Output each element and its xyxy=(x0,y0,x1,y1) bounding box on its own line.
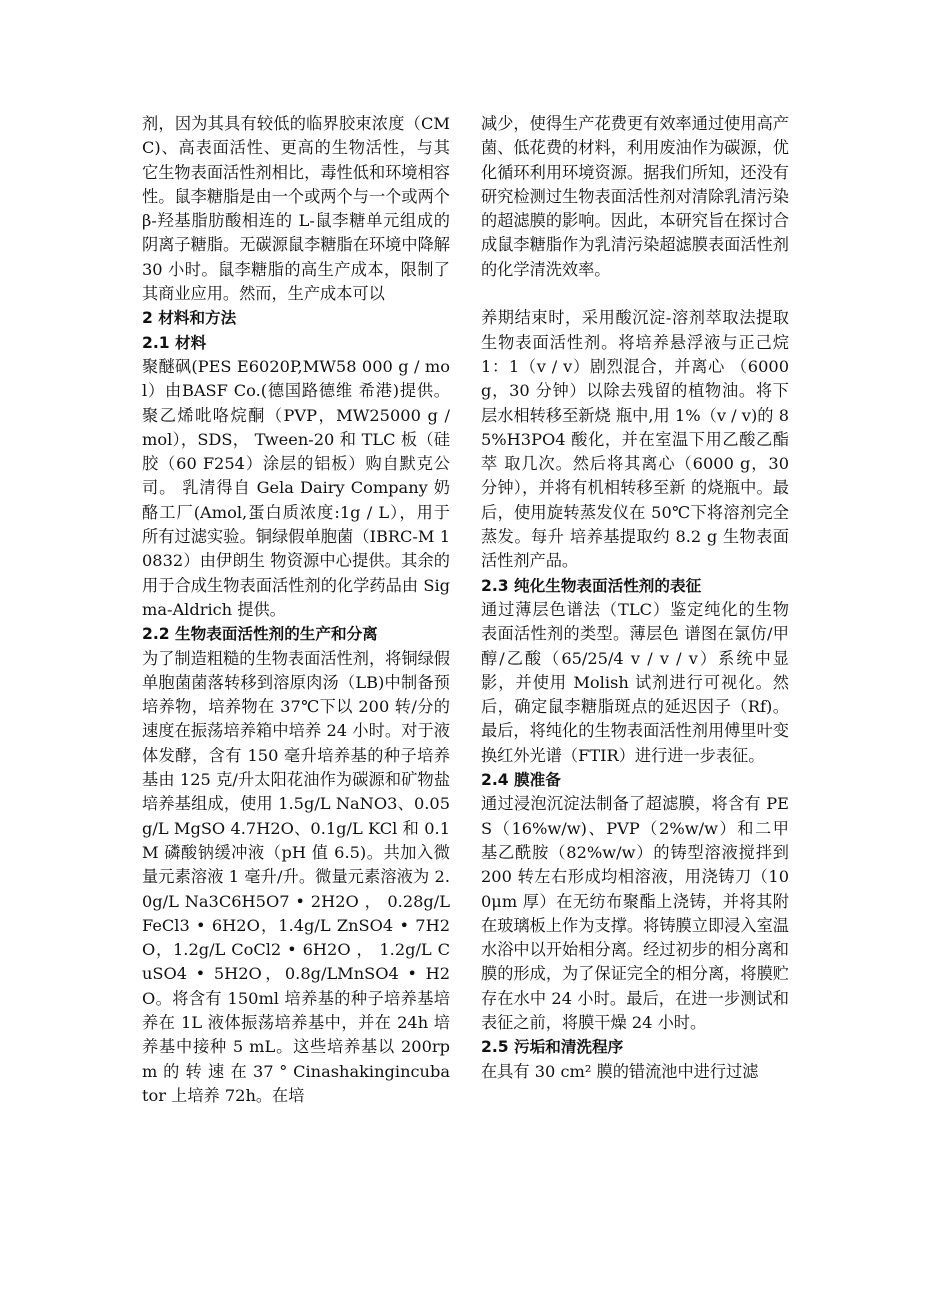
section-2-1-paragraph: 聚醚砜(PES E6020P,MW58 000 g / mol）由BASF Co.(德国路德维 希港)提供。聚乙烯吡咯烷酮（PVP，MW25000 g / mol），SDS， Tween-20 和 TLC 板（硅胶（60 F254）涂层的铝板）购自默克公司。 乳清得自 Gela Dairy Company 奶酪工厂(Amol,蛋白质浓度:1g / L），用于所有过滤实验。铜绿假单胞菌（IBRC-M 10832）由伊朗生 物资源中心提供。其余的用于合成生物表面活性剂的化学药品由 Sigma-Aldrich 提供。 xyxy=(142,356,450,619)
left-intro-paragraph: 剂，因为其具有较低的临界胶束浓度（CMC)、高表面活性、更高的生物活性，与其它生物表面活性剂相比，毒性低和环境相容性。鼠李糖脂是由一个或两个与一个或两个β-羟基脂肪酸相连的 L-鼠李糖单元组成的阴离子糖脂。无碳源鼠李糖脂在环境中降解 30 小时。鼠李糖脂的高生产成本，限制了其商业应用。然而，生产成本可以 xyxy=(142,114,450,304)
right-column xyxy=(481,112,789,1084)
right-extraction-paragraph: 养期结束时，采用酸沉淀-溶剂萃取法提取生物表面活性剂。将培养悬浮液与正己烷 1：1（v / v）剧烈混合，并离心 （6000 g，30 分钟）以除去残留的植物油。将下层水相转移至新烧 瓶中,用 1%（v / v)的 85%H3PO4 酸化，并在室温下用乙酸乙酯萃 取几次。然后将其离心（6000 g，30 分钟），并将有机相转移至新 的烧瓶中。最后，使用旋转蒸发仪在 50℃下将溶剂完全蒸发。每升 培养基提取约 8.2 g 生物表面活性剂产品。 xyxy=(481,308,789,571)
left-column xyxy=(142,112,450,1108)
section-2-4-heading: 2.4 膜准备 xyxy=(481,771,561,790)
section-2-5-heading: 2.5 污垢和清洗程序 xyxy=(481,1038,624,1057)
paragraph-gap xyxy=(481,282,789,306)
section-2-3-heading: 2.3 纯化生物表面活性剂的表征 xyxy=(481,576,702,595)
section-2-4-paragraph: 通过浸泡沉淀法制备了超滤膜，将含有 PES（16%w/w)、PVP（2%w/w）和二甲基乙酰胺（82%w/w）的铸型溶液搅拌到 200 转左右形成均相溶液，用浇铸刀（100μm 厚）在无纺布聚酯上浇铸，并将其附在玻璃板上作为支撑。将铸膜立即浸入室温水浴中以开始相分离。经过初步的相分离和膜的形成，为了保证完全的相分离，将膜贮存在水中 24 小时。最后，在进一步测试和表征之前，将膜干燥 24 小时。 xyxy=(481,794,789,1032)
right-intro-paragraph: 减少，使得生产花费更有效率通过使用高产菌、低花费的材料，利用废油作为碳源，优化循环利用环境资源。据我们所知，还没有研究检测过生物表面活性剂对清除乳清污染的超滤膜的影响。因此，本研究旨在探讨合成鼠李糖脂作为乳清污染超滤膜表面活性剂的化学清洗效率。 xyxy=(481,114,789,279)
section-2-3-paragraph: 通过薄层色谱法（TLC）鉴定纯化的生物表面活性剂的类型。薄层色 谱图在氯仿/甲醇/乙酸（65/25/4 v / v / v）系统中显影，并使用 Molish 试剂进行可视化。然后，确定鼠李糖脂斑点的延迟因子（Rf)。最后，将纯化的生物表面活性剂用傅里叶变换红外光谱（FTIR）进行进一步表征。 xyxy=(481,599,789,765)
section-2-heading: 2 材料和方法 xyxy=(142,309,237,328)
section-2-2-paragraph: 为了制造粗糙的生物表面活性剂，将铜绿假单胞菌菌落转移到溶原肉汤（LB)中制备预培养物，培养物在 37℃下以 200 转/分的速度在振荡培养箱中培养 24 小时。对于液体发酵，含有 150 毫升培养基的种子培养基由 125 克/升太阳花油作为碳源和矿物盐培养基组成，使用 1.5g/L NaNO3、0.05g/L MgSO 4.7H2O、0.1g/L KCl 和 0.1M 磷酸钠缓冲液（pH 值 6.5)。共加入微量元素溶液 1 毫升/升。微量元素溶液为 2.0g/L Na3C6H5O7 • 2H2O ， 0.28g/L FeCl3 • 6H2O，1.4g/L ZnSO4 • 7H2O，1.2g/L CoCl2 • 6H2O ， 1.2g/L CuSO4 • 5H2O，0.8g/LMnSO4 • H2O。将含有 150ml 培养基的种子培养基培养在 1L 液体振荡培养基中，并在 24h 培养基中接种 5 mL。这些培养基以 200rpm 的 转 速 在 37 ° Cinashakingincubator 上培养 72h。在培 xyxy=(142,648,450,1105)
section-2-2-heading: 2.2 生物表面活性剂的生产和分离 xyxy=(142,625,378,644)
section-2-5-paragraph: 在具有 30 cm² 膜的错流池中进行过滤 xyxy=(481,1061,759,1081)
section-2-1-heading: 2.1 材料 xyxy=(142,333,207,352)
